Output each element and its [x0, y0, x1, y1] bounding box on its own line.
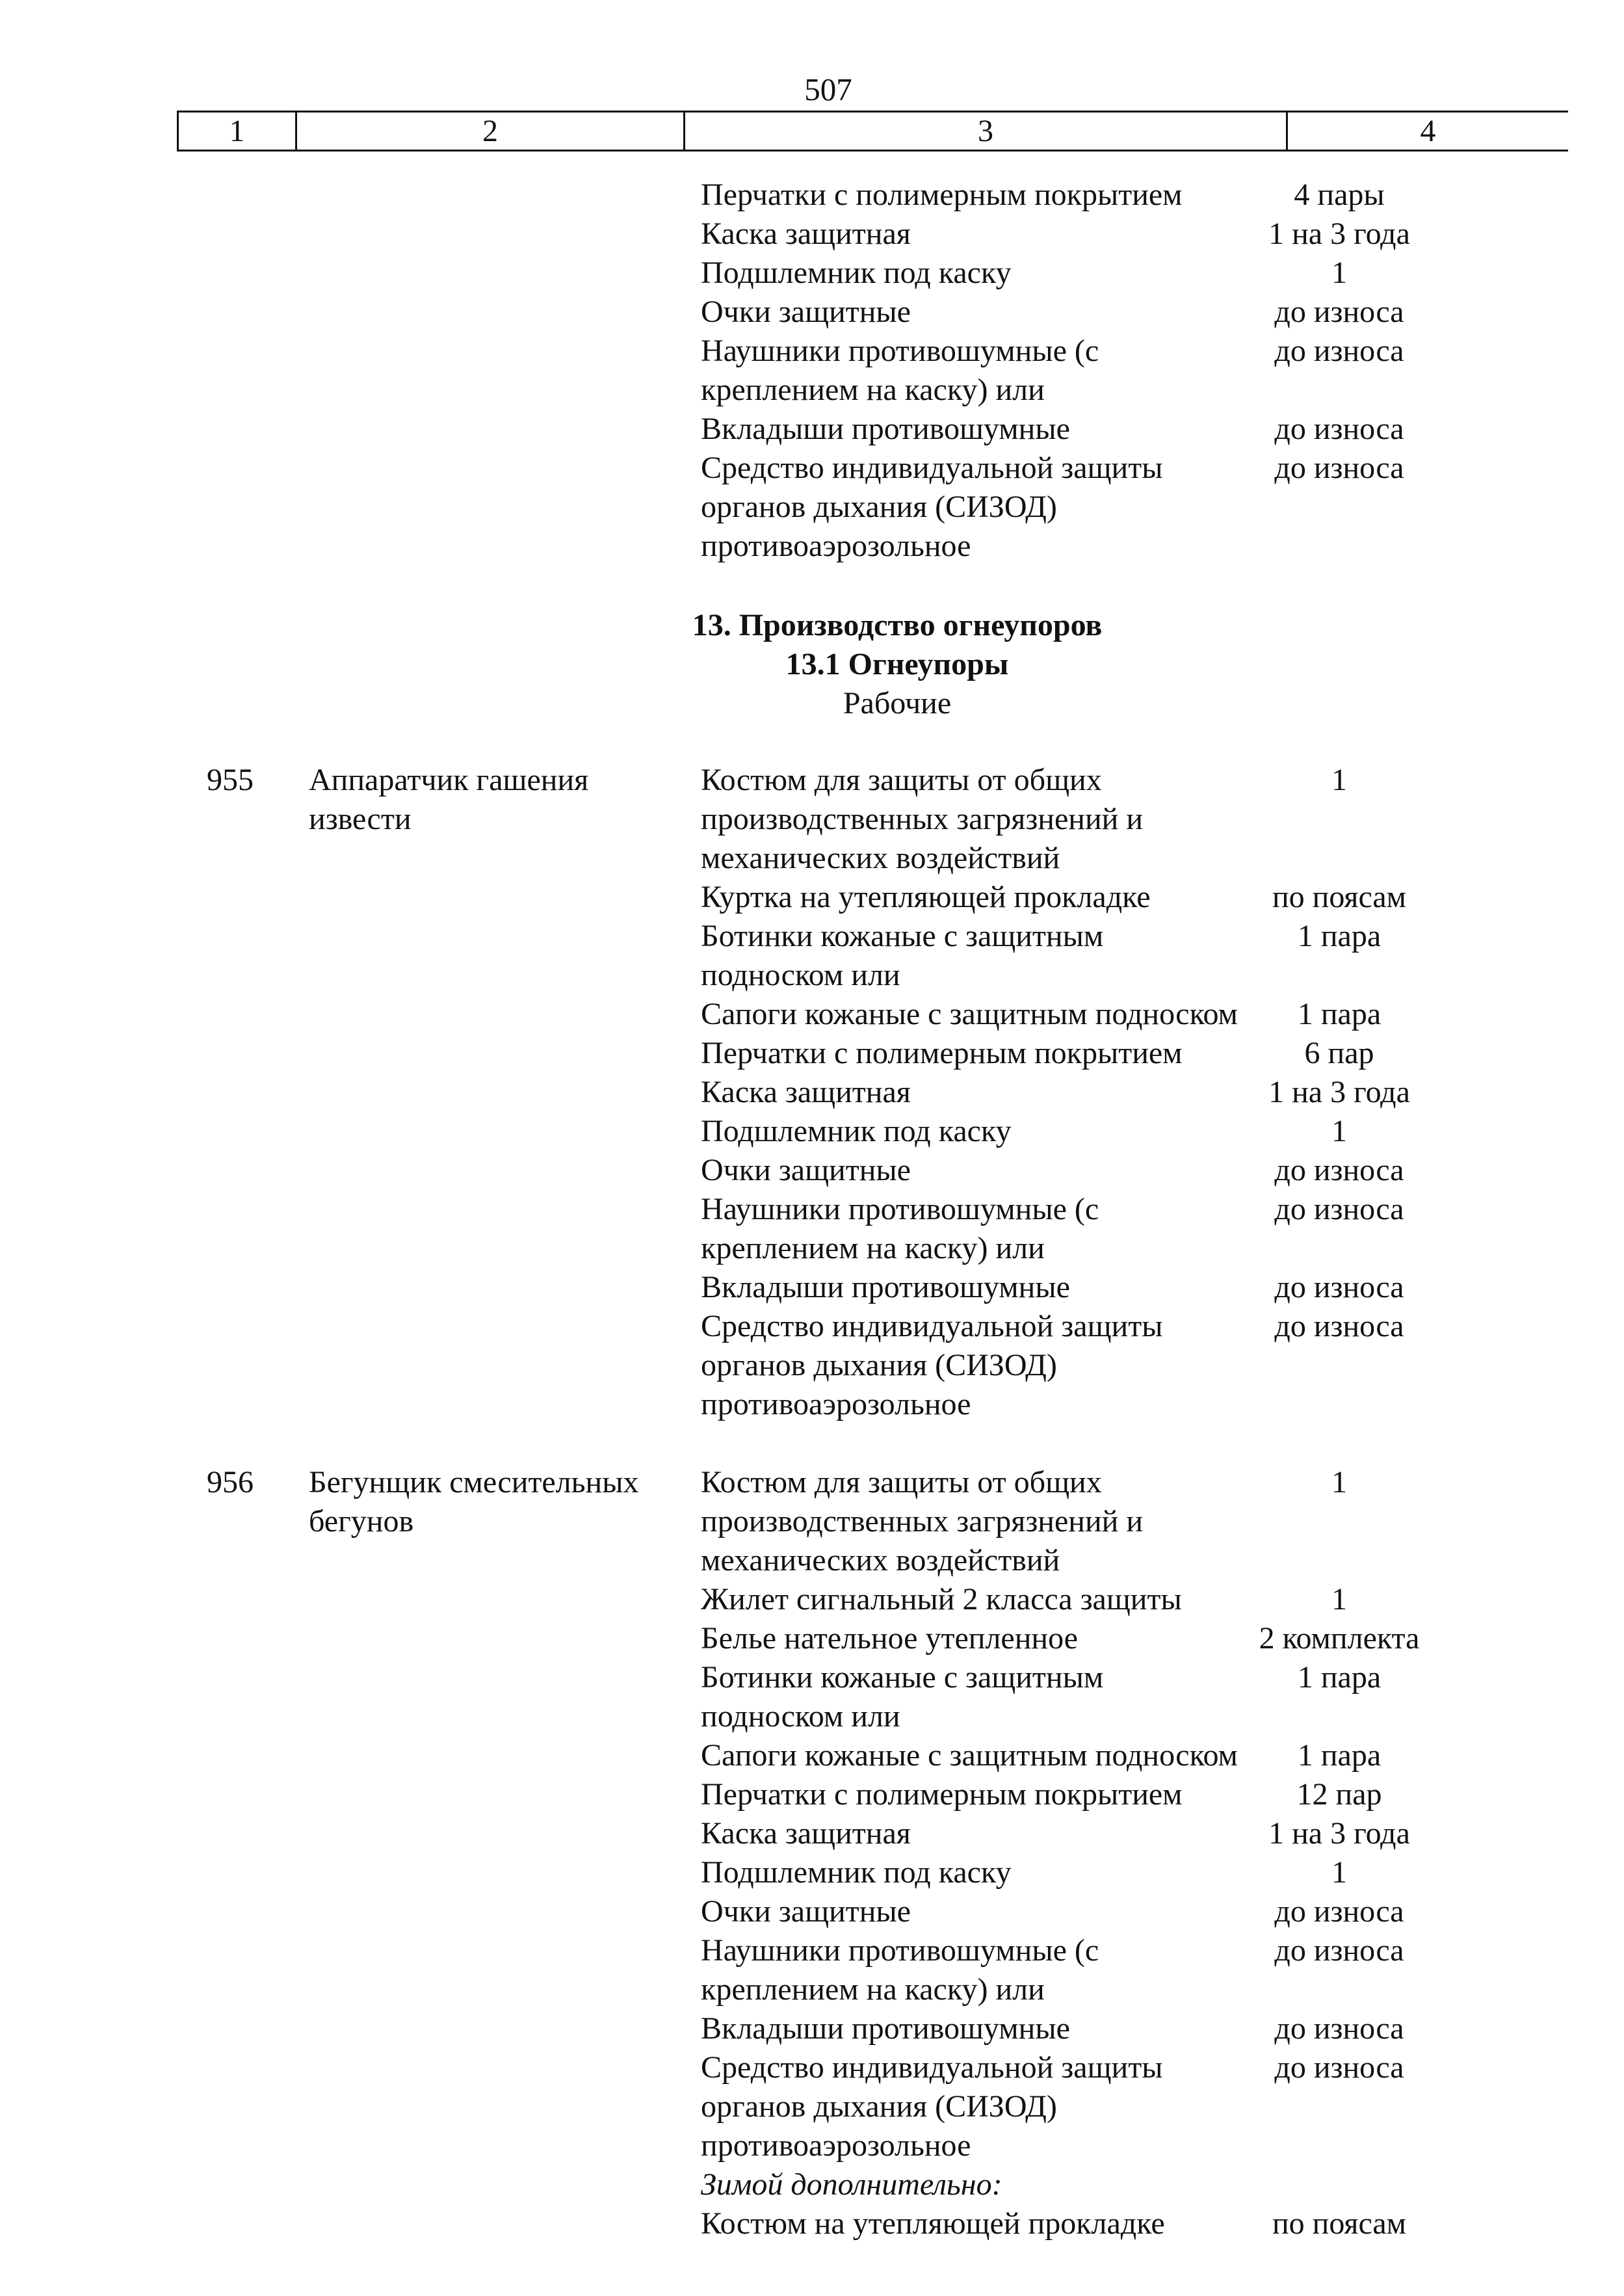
- ppe-item: Вкладыши противошумные: [701, 412, 1070, 446]
- ppe-norm: по поясам: [1272, 2206, 1407, 2241]
- ppe-norm: до износа: [1274, 1309, 1404, 1343]
- ppe-item: Вкладыши противошумные: [701, 2011, 1070, 2046]
- ppe-norm: 1: [1331, 1114, 1347, 1148]
- ppe-item: органов дыхания (СИЗОД): [701, 490, 1057, 524]
- ppe-norm: 1 на 3 года: [1268, 1816, 1410, 1851]
- ppe-norm: до износа: [1274, 2050, 1404, 2085]
- ppe-item: Наушники противошумные (с: [701, 1933, 1099, 1968]
- ppe-norm: 2 комплекта: [1259, 1621, 1420, 1656]
- ppe-item: противоаэрозольное: [701, 1387, 971, 1421]
- ppe-item: Каска защитная: [701, 1075, 911, 1109]
- profession-name: бегунов: [309, 1504, 414, 1538]
- ppe-item: органов дыхания (СИЗОД): [701, 2089, 1057, 2124]
- ppe-norm: до износа: [1274, 1153, 1404, 1187]
- ppe-norm: до износа: [1274, 451, 1404, 485]
- ppe-item: креплением на каску) или: [701, 1972, 1045, 2007]
- ppe-norm: до износа: [1274, 412, 1404, 446]
- ppe-norm: до износа: [1274, 295, 1404, 329]
- ppe-item: Очки защитные: [701, 1153, 911, 1187]
- ppe-norm: до износа: [1274, 1270, 1404, 1304]
- ppe-item: Наушники противошумные (с: [701, 1192, 1099, 1226]
- ppe-item: органов дыхания (СИЗОД): [701, 1348, 1057, 1382]
- ppe-norm: до износа: [1274, 1933, 1404, 1968]
- ppe-norm: 1 пара: [1297, 919, 1382, 953]
- ppe-item: Перчатки с полимерным покрытием: [701, 178, 1183, 212]
- ppe-item: противоаэрозольное: [701, 529, 971, 563]
- profession-name: Аппаратчик гашения: [309, 763, 589, 797]
- ppe-norm: 1 на 3 года: [1268, 1075, 1410, 1109]
- ppe-item: Средство индивидуальной защиты: [701, 451, 1163, 485]
- ppe-norm: 1: [1331, 1465, 1347, 1499]
- ppe-item: Очки защитные: [701, 295, 911, 329]
- ppe-item: Очки защитные: [701, 1894, 911, 1929]
- section-heading: 13. Производство огнеупоров: [692, 608, 1103, 642]
- ppe-item: креплением на каску) или: [701, 373, 1045, 407]
- ppe-norm: 1: [1331, 1855, 1347, 1890]
- ppe-norm: до износа: [1274, 1894, 1404, 1929]
- ppe-item: Подшлемник под каску: [701, 1855, 1012, 1890]
- ppe-item: Куртка на утепляющей прокладке: [701, 880, 1151, 914]
- ppe-item: подноском или: [701, 1699, 900, 1734]
- ppe-norm: 1 пара: [1297, 1738, 1382, 1773]
- ppe-item: подноском или: [701, 958, 900, 992]
- ppe-norm: до износа: [1274, 2011, 1404, 2046]
- profession-name: Бегунщик смесительных: [309, 1465, 639, 1499]
- ppe-item: Костюм для защиты от общих: [701, 1465, 1102, 1499]
- ppe-norm: до износа: [1274, 334, 1404, 368]
- ppe-item: Каска защитная: [701, 1816, 911, 1851]
- ppe-item: Наушники противошумные (с: [701, 334, 1099, 368]
- ppe-item: Ботинки кожаные с защитным: [701, 1660, 1104, 1695]
- ppe-item: противоаэрозольное: [701, 2128, 971, 2163]
- ppe-norm: 1 пара: [1297, 997, 1382, 1031]
- ppe-item: Костюм на утепляющей прокладке: [701, 2206, 1165, 2241]
- ppe-item: Средство индивидуальной защиты: [701, 2050, 1163, 2085]
- table-header-col-4: 4: [1420, 113, 1436, 148]
- ppe-item: производственных загрязнений и: [701, 1504, 1144, 1538]
- ppe-item: производственных загрязнений и: [701, 802, 1144, 836]
- ppe-item: Каска защитная: [701, 217, 911, 251]
- ppe-item: механических воздействий: [701, 1543, 1060, 1577]
- ppe-item: Сапоги кожаные с защитным подноском: [701, 1738, 1238, 1773]
- ppe-item: креплением на каску) или: [701, 1231, 1045, 1265]
- ppe-item: Средство индивидуальной защиты: [701, 1309, 1163, 1343]
- ppe-item: Зимой дополнительно:: [701, 2167, 1002, 2202]
- ppe-norm: 12 пар: [1296, 1777, 1382, 1812]
- ppe-norm: по поясам: [1272, 880, 1407, 914]
- page-number: 507: [804, 72, 852, 107]
- ppe-item: Белье нательное утепленное: [701, 1621, 1078, 1656]
- row-number: 956: [207, 1465, 254, 1499]
- table-header-col-1: 1: [179, 112, 297, 150]
- table-header-col-2: 2: [297, 112, 685, 150]
- ppe-norm: 4 пары: [1294, 178, 1385, 212]
- ppe-norm: 1: [1331, 1582, 1347, 1616]
- ppe-item: Костюм для защиты от общих: [701, 763, 1102, 797]
- ppe-item: Перчатки с полимерным покрытием: [701, 1777, 1183, 1812]
- section-heading: Рабочие: [843, 686, 952, 720]
- ppe-item: Подшлемник под каску: [701, 1114, 1012, 1148]
- ppe-norm: до износа: [1274, 1192, 1404, 1226]
- row-number: 955: [207, 763, 254, 797]
- ppe-item: Сапоги кожаные с защитным подноском: [701, 997, 1238, 1031]
- ppe-item: Жилет сигнальный 2 класса защиты: [701, 1582, 1182, 1616]
- ppe-item: Подшлемник под каску: [701, 256, 1012, 290]
- ppe-norm: 6 пар: [1304, 1036, 1374, 1070]
- ppe-item: Вкладыши противошумные: [701, 1270, 1070, 1304]
- ppe-item: Перчатки с полимерным покрытием: [701, 1036, 1183, 1070]
- table-header: [177, 111, 1568, 152]
- section-heading: 13.1 Огнеупоры: [785, 647, 1009, 681]
- ppe-norm: 1: [1331, 763, 1347, 797]
- table-header-col-3: 3: [685, 112, 1288, 150]
- profession-name: извести: [309, 802, 412, 836]
- ppe-item: Ботинки кожаные с защитным: [701, 919, 1104, 953]
- ppe-item: механических воздействий: [701, 841, 1060, 875]
- ppe-norm: 1: [1331, 256, 1347, 290]
- ppe-norm: 1 пара: [1297, 1660, 1382, 1695]
- ppe-norm: 1 на 3 года: [1268, 217, 1410, 251]
